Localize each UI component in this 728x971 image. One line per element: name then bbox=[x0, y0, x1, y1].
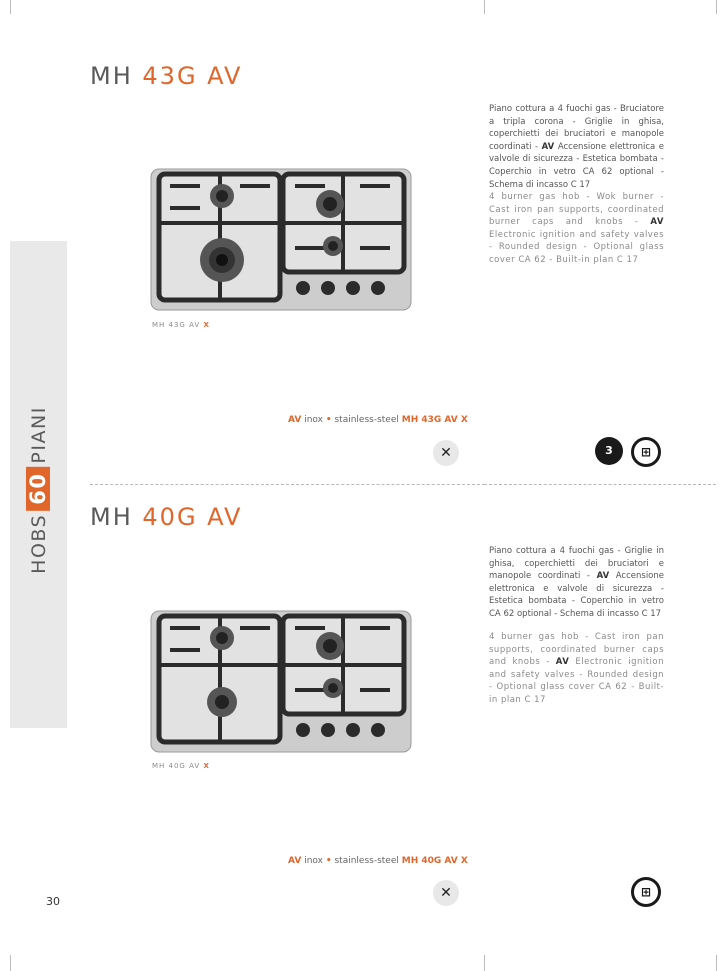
crop-mark bbox=[484, 955, 485, 971]
title-prefix: MH bbox=[90, 503, 133, 531]
crop-mark bbox=[716, 955, 717, 971]
hob-image bbox=[150, 168, 412, 311]
image-caption: MH 40G AV X bbox=[152, 762, 210, 770]
stainless-finish-icon: ✕ bbox=[433, 440, 459, 466]
description-english: 4 burner gas hob - Cast iron pan supports, coordinated burner caps and knobs - AV Electronic ignition and safety valves - Rounded design - Optional glass cover CA 62 - Built-in plan C 17 bbox=[489, 632, 665, 705]
section-label bbox=[26, 406, 50, 574]
title-code: 40G AV bbox=[142, 503, 243, 531]
section-number: 60 bbox=[26, 467, 50, 511]
burner-certification-icon: 3 bbox=[595, 437, 623, 465]
description-italian: Piano cottura a 4 fuochi gas - Griglie in ghisa, coperchietti dei bruciatori e manopole coordinati - AV Accensione elettronica e valvole di sicurezza - Estetica bombata - Coperchio in vetro CA 62 optional - Schema di incasso C 17 bbox=[489, 546, 665, 619]
crop-mark bbox=[484, 0, 485, 14]
product-title bbox=[90, 503, 242, 531]
image-caption: MH 43G AV X bbox=[152, 321, 210, 329]
crop-mark bbox=[716, 0, 717, 14]
crop-mark bbox=[10, 955, 11, 971]
description-italian: Piano cottura a 4 fuochi gas - Bruciatore a tripla corona - Griglie in ghisa, coperchietti dei bruciatori e manopole coordinati - AV Accensione elettronica e valvole di sicurezza - Estetica bombata - Coperchio in vetro CA 62 optional - Schema di incasso C 17 bbox=[489, 104, 665, 190]
product-title bbox=[90, 62, 242, 90]
stainless-finish-icon: ✕ bbox=[433, 880, 459, 906]
section-word-hobs: HOBS bbox=[28, 513, 50, 574]
section-divider bbox=[90, 484, 485, 485]
title-code: 43G AV bbox=[142, 62, 243, 90]
page-number: 30 bbox=[46, 895, 60, 908]
finish-variant: AV inox • stainless-steel MH 40G AV X bbox=[288, 856, 468, 866]
section-word-piani: PIANI bbox=[28, 406, 50, 464]
title-prefix: MH bbox=[90, 62, 133, 90]
grid-pattern-icon: ⊞ bbox=[631, 437, 661, 467]
section-divider bbox=[484, 484, 716, 485]
crop-mark bbox=[10, 0, 11, 14]
description-english: 4 burner gas hob - Wok burner - Cast iron pan supports, coordinated burner caps and knobs - AV Electronic ignition and safety valves - Rounded design - Optional glass cover CA 62 - Built-in plan C 17 bbox=[489, 192, 664, 265]
grid-pattern-icon: ⊞ bbox=[631, 877, 661, 907]
hob-image bbox=[150, 610, 412, 753]
finish-variant: AV inox • stainless-steel MH 43G AV X bbox=[288, 415, 468, 425]
